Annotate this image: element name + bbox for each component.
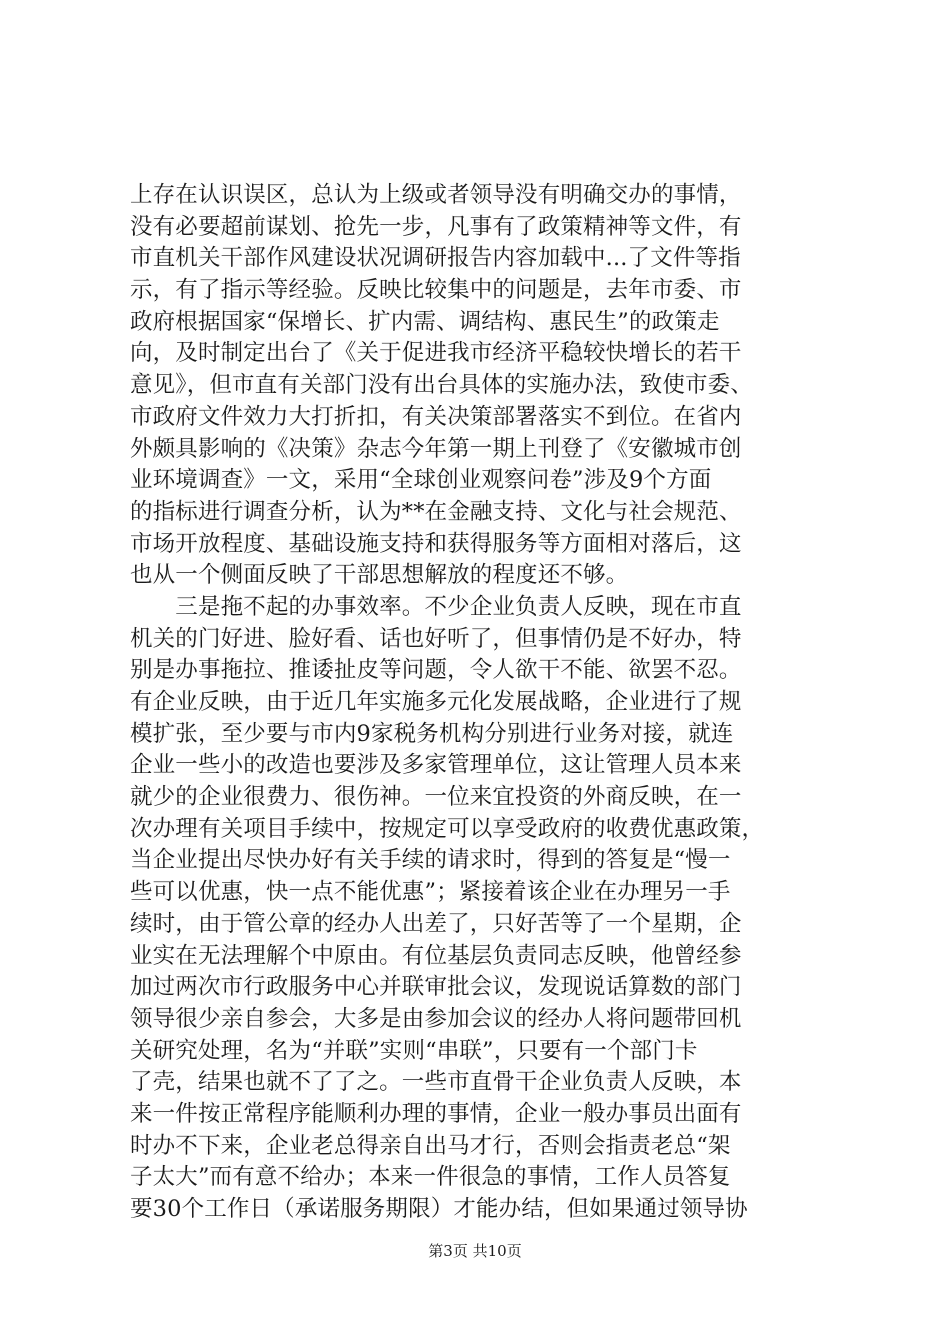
text-line: 三是拖不起的办事效率。不少企业负责人反映，现在市直 bbox=[130, 593, 742, 620]
text-line: 子太大”而有意不给办；本来一件很急的事情，工作人员答复 bbox=[130, 1164, 731, 1191]
text-line: 当企业提出尽快办好有关手续的请求时，得到的答复是“慢一 bbox=[130, 847, 731, 874]
text-line: 次办理有关项目手续中，按规定可以享受政府的收费优惠政策， bbox=[130, 815, 765, 842]
text-line: 业实在无法理解个中原由。有位基层负责同志反映，他曾经参 bbox=[130, 942, 742, 969]
text-line: 外颇具影响的《决策》杂志今年第一期上刊登了《安徽城市创 bbox=[130, 435, 742, 462]
text-line: 上存在认识误区，总认为上级或者领导没有明确交办的事情， bbox=[130, 182, 742, 208]
text-line: 关研究处理，名为“并联”实则“串联”，只要有一个部门卡 bbox=[130, 1037, 698, 1064]
text-line: 意见》，但市直有关部门没有出台具体的实施办法，致使市委、 bbox=[130, 372, 753, 399]
text-line: 政府根据国家“保增长、扩内需、调结构、惠民生”的政策走 bbox=[130, 308, 720, 335]
text-line: 就少的企业很费力、很伤神。一位来宜投资的外商反映，在一 bbox=[130, 784, 742, 811]
text-line: 些可以优惠，快一点不能优惠”；紧接着该企业在办理另一手 bbox=[130, 879, 731, 906]
text-line: 领导很少亲自参会，大多是由参加会议的经办人将问题带回机 bbox=[130, 1005, 742, 1032]
text-line: 市政府文件效力大打折扣，有关决策部署落实不到位。在省内 bbox=[130, 403, 742, 430]
text-line: 企业一些小的改造也要涉及多家管理单位，这让管理人员本来 bbox=[130, 752, 742, 779]
text-line: 了壳，结果也就不了了之。一些市直骨干企业负责人反映，本 bbox=[130, 1069, 742, 1096]
text-line: 有企业反映，由于近几年实施多元化发展战略，企业进行了规 bbox=[130, 689, 742, 715]
page-number-footer: 第3页 共10页 bbox=[428, 1242, 522, 1260]
text-line: 业环境调查》一文，采用“全球创业观察问卷”涉及9个方面 bbox=[130, 467, 712, 494]
text-line: 来一件按正常程序能顺利办理的事情，企业一般办事员出面有 bbox=[130, 1100, 742, 1127]
text-line: 也从一个侧面反映了干部思想解放的程度还不够。 bbox=[130, 562, 629, 589]
text-line: 要30个工作日（承诺服务期限）才能办结，但如果通过领导协 bbox=[130, 1196, 748, 1222]
text-line: 加过两次市行政服务中心并联审批会议，发现说话算数的部门 bbox=[130, 974, 742, 1001]
text-line: 市直机关干部作风建设状况调研报告内容加载中...了文件等指 bbox=[130, 245, 741, 272]
text-line: 模扩张，至少要与市内9家税务机构分别进行业务对接，就连 bbox=[130, 720, 734, 747]
body-text bbox=[130, 180, 830, 1226]
text-line: 机关的门好进、脸好看、话也好听了，但事情仍是不好办，特 bbox=[130, 625, 742, 652]
text-line: 没有必要超前谋划、抢先一步，凡事有了政策精神等文件，有 bbox=[130, 213, 742, 240]
text-line: 向，及时制定出台了《关于促进我市经济平稳较快增长的若干 bbox=[130, 340, 742, 367]
text-line: 续时，由于管公章的经办人出差了，只好苦等了一个星期，企 bbox=[130, 910, 742, 937]
text-line: 市场开放程度、基础设施支持和获得服务等方面相对落后，这 bbox=[130, 530, 742, 557]
text-line: 的指标进行调查分析，认为**在金融支持、文化与社会规范、 bbox=[130, 498, 742, 525]
text-line: 时办不下来，企业老总得亲自出马才行，否则会指责老总“架 bbox=[130, 1132, 731, 1159]
text-line: 别是办事拖拉、推诿扯皮等问题，令人欲干不能、欲罢不忍。 bbox=[130, 657, 742, 684]
text-line: 示，有了指示等经验。反映比较集中的问题是，去年市委、市 bbox=[130, 277, 742, 304]
